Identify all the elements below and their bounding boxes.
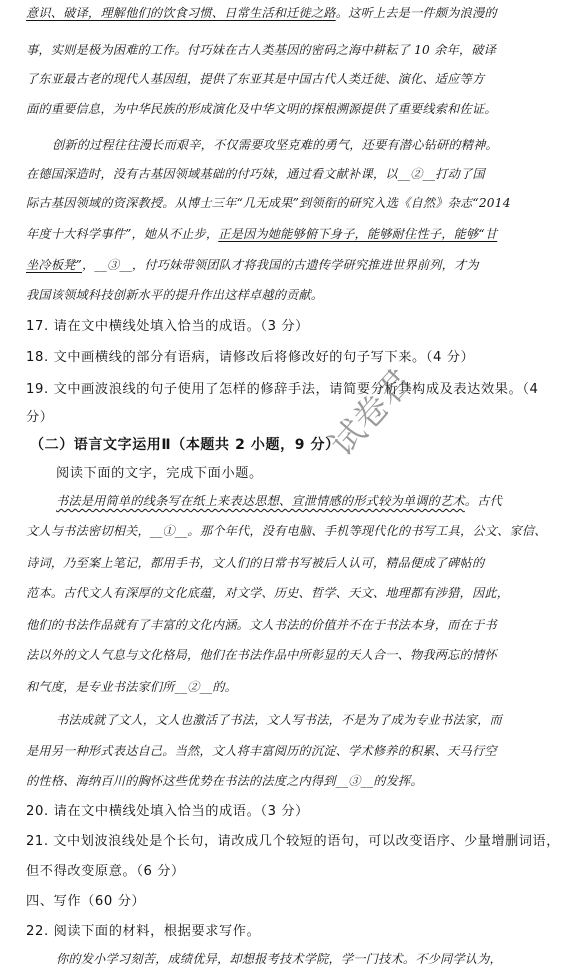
para2-line6: 我国该领域科技创新水平的提升作出这样卓越的贡献。 <box>26 288 324 302</box>
wavy-sentence: 书法是用简单的线条写在纸上来表达思想、宣泄情感的形式较为单调的艺术 <box>56 494 465 508</box>
para3-line6: 法以外的文人气息与文化格局，他们在书法作品中所彰显的天人合一、物我两忘的情怀 <box>26 648 497 662</box>
para4-line3: 的性格、海纳百川的胸怀这些优势在书法的法度之内得到__③__的发挥。 <box>26 774 423 788</box>
para3-line2: 文人与书法密切相关，__①__。那个年代，没有电脑、手机等现代化的书写工具，公文、家信、 <box>26 524 547 538</box>
para4-line1: 书法成就了文人，文人也激活了书法，文人写书法，不是为了成为专业书法家，而 <box>56 713 502 727</box>
section-4-title: 四、写作（60 分） <box>26 894 146 909</box>
section-2-title: （二）语言文字运用Ⅱ（本题共 2 小题，9 分） <box>30 437 340 453</box>
para2-line1: 创新的过程往往漫长而艰辛，不仅需要攻坚克难的勇气，还要有潜心钻研的精神。 <box>52 138 498 152</box>
question-20: 20. 请在文中横线处填入恰当的成语。（3 分） <box>26 804 309 819</box>
question-19-cont: 分） <box>26 410 54 425</box>
para2-line3: 际古基因领域的资深教授。从博士三年“几无成果”到领衔的研究入选《自然》杂志“2014 <box>26 196 511 210</box>
question-18: 18. 文中画横线的部分有语病，请修改后将修改好的句子写下来。（4 分） <box>26 350 475 365</box>
question-17: 17. 请在文中横线处填入恰当的成语。（3 分） <box>26 319 309 334</box>
para3-line3: 诗词，乃至案上笔记，都用手书，文人们的日常书写被后人认可，精品便成了碑帖的 <box>26 556 485 570</box>
question-19: 19. 文中画波浪线的句子使用了怎样的修辞手法，请简要分析其构成及表达效果。（4 <box>26 382 539 397</box>
para1-line2: 事，实则是极为困难的工作。付巧妹在古人类基因的密码之海中耕耘了 10 余年，破译 <box>26 43 497 57</box>
underlined-sentence: 正是因为她能够俯下身子，能够耐住性子，能够“甘 <box>218 227 498 241</box>
watermark: 试卷君 <box>322 361 421 465</box>
para3-line4: 范本。古代文人有深厚的文化底蕴，对文学、历史、哲学、天文、地理都有涉猎，因此， <box>26 586 510 600</box>
para1-line3: 了东亚最古老的现代人基因组，提供了东亚其是中国古代人类迁徙、演化、适应等方 <box>26 72 485 86</box>
para2-line2: 在德国深造时，没有古基因领域基础的付巧妹，通过看文献补课，以__②__打动了国 <box>26 167 485 181</box>
question-22: 22. 阅读下面的材料，根据要求写作。 <box>26 924 261 939</box>
para3-line1: 书法是用简单的线条写在纸上来表达思想、宣泄情感的形式较为单调的艺术。古代 <box>56 494 502 508</box>
material-line1: 你的发小学习刻苦，成绩优异，却想报考技术学院，学一门技术。不少同学认为， <box>56 952 502 966</box>
para1-line1: 意识、破译，理解他们的饮食习惯、日常生活和迁徙之路。这听上去是一件颇为浪漫的 <box>26 6 497 20</box>
para3-line7: 和气度，是专业书法家们所__②__的。 <box>26 680 237 694</box>
para3-line5: 他们的书法作品就有了丰富的文化内涵。文人书法的价值并不在于书法本身，而在于书 <box>26 618 497 632</box>
para1-line4: 面的重要信息，为中华民族的形成演化及中华文明的探根溯源提供了重要线索和佐证。 <box>26 102 497 116</box>
section-2-intro: 阅读下面的文字，完成下面小题。 <box>56 466 263 481</box>
para4-line2: 是用另一种形式表达自己。当然，文人将丰富阅历的沉淀、学术修养的积累、天马行空 <box>26 744 497 758</box>
question-21: 21. 文中划波浪线处是个长句，请改成几个较短的语句，可以改变语序、少量增删词语， <box>26 834 560 849</box>
para2-line5: 坐冷板凳”，__③__，付巧妹带领团队才将我国的古遗传学研究推进世界前列，才为 <box>26 258 479 272</box>
question-21-cont: 但不得改变原意。（6 分） <box>26 864 185 879</box>
para2-line4: 年度十大科学事件”，她从不止步，正是因为她能够俯下身子，能够耐住性子，能够“甘 <box>26 227 498 241</box>
